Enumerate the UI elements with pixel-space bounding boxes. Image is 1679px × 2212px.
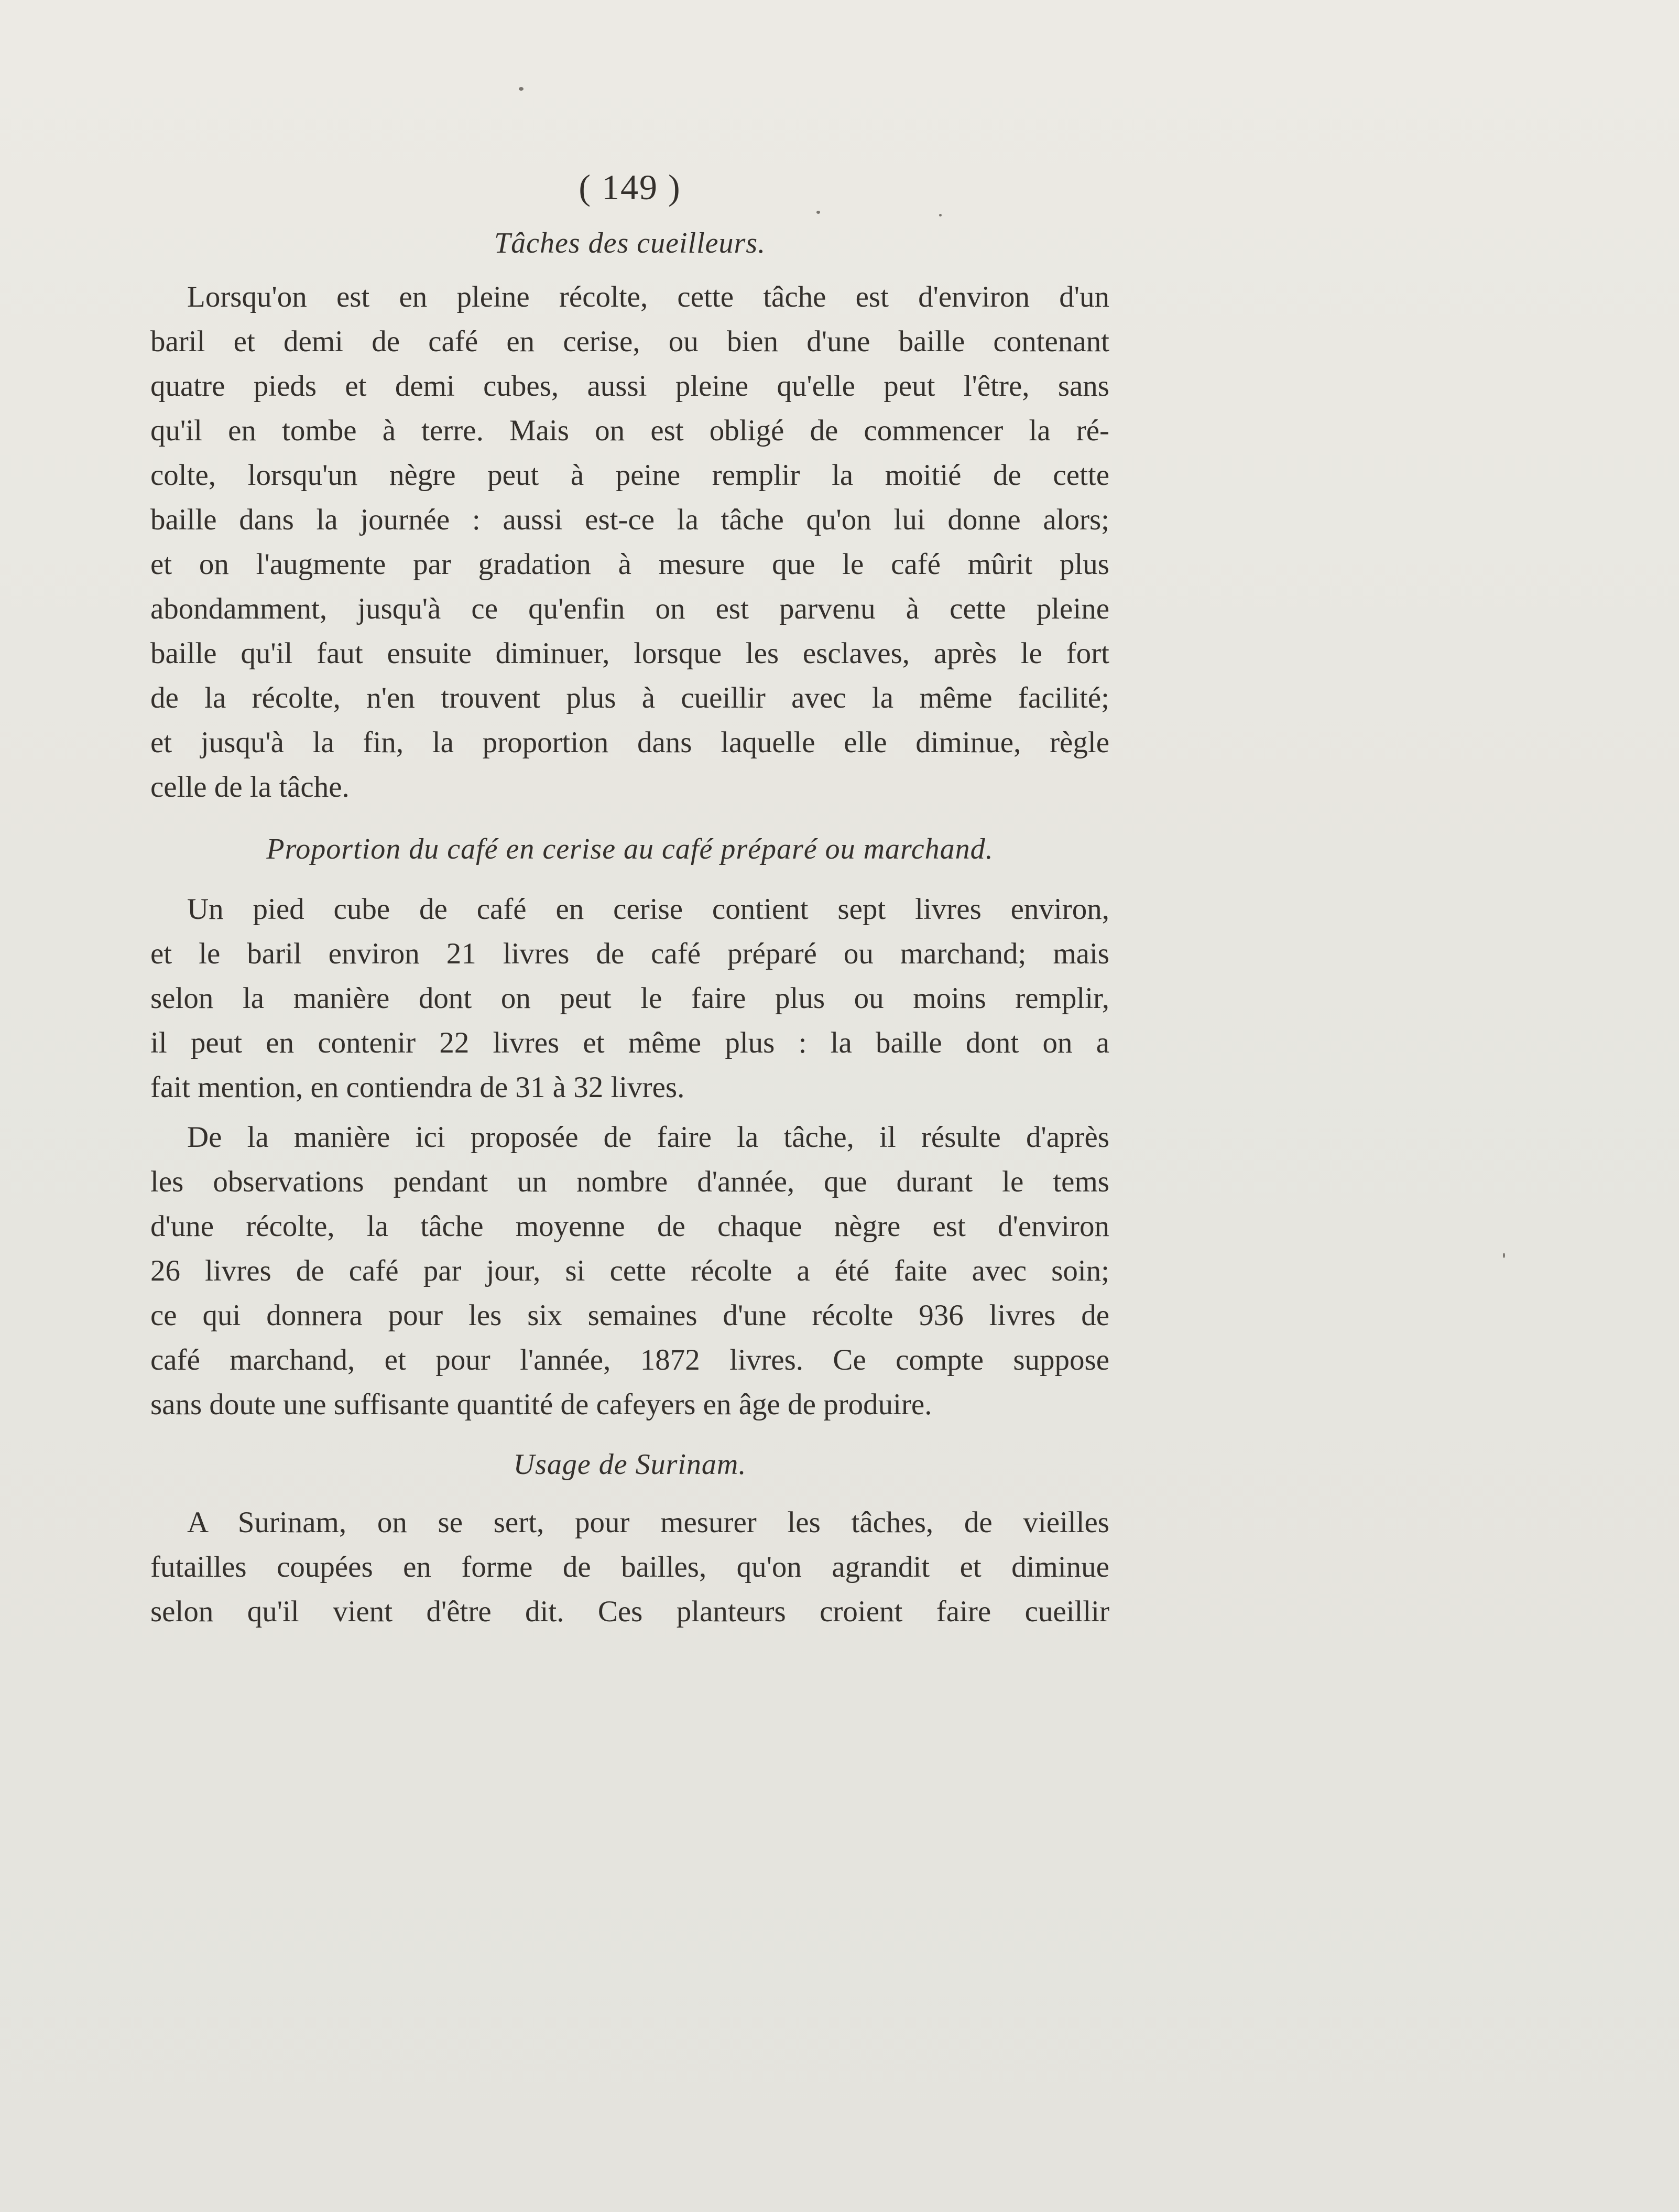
text-line: sans doute une suffisante quantité de cafeyers en âge de produire.: [150, 1388, 932, 1421]
ink-speck: [939, 214, 942, 216]
text-line: celle de la tâche.: [150, 771, 350, 804]
text-line: et on l'augmente par gradation à mesure que le café mûrit plus: [150, 548, 1109, 581]
text-line: il peut en contenir 22 livres et même plus : la baille dont on a: [150, 1026, 1109, 1059]
page-number: ( 149 ): [579, 167, 681, 207]
text-line: selon la manière dont on peut le faire plus ou moins remplir,: [150, 982, 1109, 1015]
text-line: Lorsqu'on est en pleine récolte, cette tâche est d'environ d'un: [187, 280, 1109, 313]
text-line: abondamment, jusqu'à ce qu'enfin on est parvenu à cette pleine: [150, 592, 1109, 625]
text-line: ce qui donnera pour les six semaines d'une récolte 936 livres de: [150, 1299, 1109, 1332]
text-line: d'une récolte, la tâche moyenne de chaque nègre est d'environ: [150, 1210, 1109, 1243]
text-line: et le baril environ 21 livres de café préparé ou marchand; mais: [150, 937, 1109, 970]
text-line: qu'il en tombe à terre. Mais on est obligé de commencer la ré-: [150, 414, 1109, 447]
text-line: quatre pieds et demi cubes, aussi pleine qu'elle peut l'être, sans: [150, 370, 1109, 403]
text-line: café marchand, et pour l'année, 1872 livres. Ce compte suppose: [150, 1343, 1109, 1376]
text-line: les observations pendant un nombre d'année, que durant le tems: [150, 1165, 1109, 1198]
text-line: baril et demi de café en cerise, ou bien d'une baille contenant: [150, 325, 1109, 358]
text-line: baille dans la journée : aussi est-ce la tâche qu'on lui donne alors;: [150, 503, 1109, 536]
text-line: Un pied cube de café en cerise contient sept livres environ,: [187, 893, 1109, 926]
text-line: selon qu'il vient d'être dit. Ces planteurs croient faire cueillir: [150, 1595, 1109, 1628]
paragraph: [150, 1115, 1109, 1427]
ink-speck: [519, 87, 524, 91]
text-line: fait mention, en contiendra de 31 à 32 livres.: [150, 1071, 685, 1104]
paragraph: [150, 887, 1109, 1110]
text-line: De la manière ici proposée de faire la tâche, il résulte d'après: [187, 1121, 1109, 1154]
section-heading: Tâches des cueilleurs.: [494, 227, 766, 259]
ink-speck: [816, 211, 820, 214]
paragraph: [150, 275, 1109, 809]
text-line: futailles coupées en forme de bailles, qu'on agrandit et diminue: [150, 1550, 1109, 1584]
text-line: 26 livres de café par jour, si cette récolte a été faite avec soin;: [150, 1254, 1109, 1287]
text-line: colte, lorsqu'un nègre peut à peine remplir la moitié de cette: [150, 459, 1109, 492]
paragraph: [150, 1500, 1109, 1634]
text-line: A Surinam, on se sert, pour mesurer les tâches, de vieilles: [187, 1506, 1109, 1539]
section-heading: Proportion du café en cerise au café préparé ou marchand.: [266, 833, 994, 865]
text-line: baille qu'il faut ensuite diminuer, lorsque les esclaves, après le fort: [150, 637, 1109, 670]
text-line: et jusqu'à la fin, la proportion dans laquelle elle diminue, règle: [150, 726, 1109, 759]
section-heading: Usage de Surinam.: [513, 1448, 747, 1481]
text-line: de la récolte, n'en trouvent plus à cueillir avec la même facilité;: [150, 681, 1109, 714]
ink-speck: [1503, 1253, 1505, 1258]
